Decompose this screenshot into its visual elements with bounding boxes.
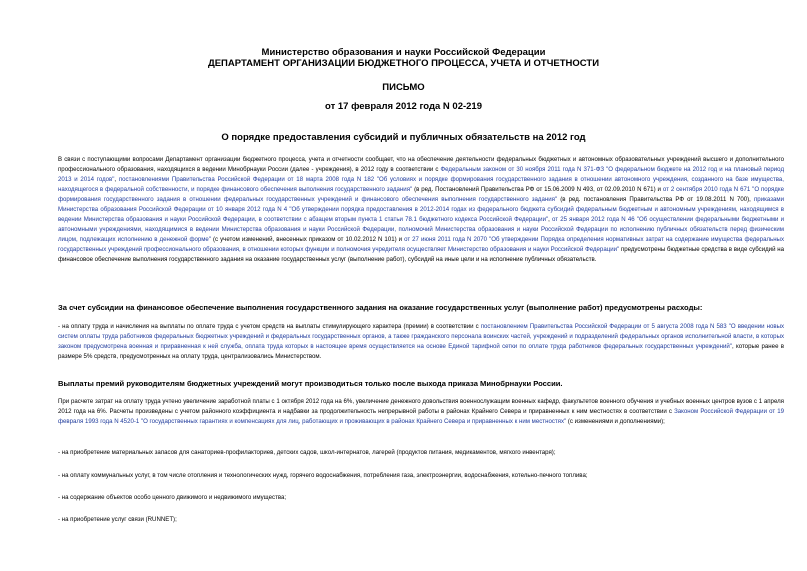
link-federal-law-371[interactable]: Федеральным законом от 30 ноября 2011 года N 371-ФЗ "О федеральном бюджете на 2012 год и на плановый период 2013 и 2014 годов" [58, 166, 784, 183]
document-type: ПИСЬМО [382, 82, 425, 93]
list-item-communications: - на приобретение услуг связи (RUNNET); [58, 516, 177, 523]
heading-subsidy-expenses: За счет субсидии на финансовое обеспечение выполнения государственного задания на оказание государственных услуг (выполнение работ) предусмотрены расходы: [58, 303, 703, 312]
document-subject: О порядке предоставления субсидий и публичных обязательств на 2012 год [221, 132, 586, 143]
list-item-utilities: - на оплату коммунальных услуг, в том числе отопления и технологических нужд, горячего водоснабжения, потребления газа, электроэнергии, водоснабжения, котельно-печного топлива; [58, 472, 588, 479]
link-resolution-182[interactable]: постановлениями Правительства Российской Федерации от 18 марта 2008 года N 182 "Об условиях и порядке формирования государственного задания в отношении автономного учреждения, созданного на базе имущества, находящегося в федеральной собственности, и порядке финансового обеспечения выполнения государственного задания" [58, 176, 784, 193]
ministry-title: Министерство образования и науки Российской Федерации [261, 47, 546, 58]
paragraph-calculation: При расчете затрат на оплату труда учтено увеличение заработной платы с 1 октября 2012 года на 6%, увеличение денежного довольствия военнослужащим военных кафедр, факультетов военного обучения и учебных военных центров вузов с 1 апреля 2012 года на 6%. Расчеты произведены с учетом районного коэффициента и надбавки за продолжительность непрерывной работы в районах Крайнего Севера и приравненных к ним местностях в соответствии с Законом Российской Федерации от 19 февраля 1993 года N 4520-1 "О государственных гарантиях и компенсациях для лиц, работающих и проживающих в районах Крайнего Севера и приравненных к ним местностях" (с изменениями и дополнениями); [58, 398, 785, 425]
link-order-2070[interactable]: от 27 июня 2011 года N 2070 "Об утверждении Порядка определения нормативных затрат на содержание имущества федеральных государственных учреждений профессионального образования, в отношении которых функции и полномочия учредителя осуществляет Министерство образования и науки Российской Федерации" [58, 236, 784, 253]
link-order-46[interactable]: от 25 января 2012 года N 46 "Об осуществлении федеральными бюджетными и автономными учреждениями, находящимися в ведении Министерства образования и науки Российской Федерации, полномочий Министерства образования и науки Российской Федерации по исполнению публичных обязательств перед физическим лицом, подлежащих исполнению в денежной форме" [58, 216, 784, 243]
link-order-4[interactable]: приказами Министерства образования Российской Федерации от 10 января 2012 года N 4 "Об утверждении порядка предоставления в 2012-2014 годах из федерального бюджета субсидий федеральным бюджетным и автономным учреждениям, находящимся в ведении Министерства образования и науки Российской Федерации, в соответствии с абзацем вторым пункта 1 статьи 78.1 бюджетного кодекса Российской Федерации" [58, 196, 784, 223]
link-resolution-583[interactable]: постановлением Правительства Российской Федерации от 5 августа 2008 года N 583 "О введении новых систем оплаты труда работников федеральных бюджетных учреждений и федеральных государственных органов, а также гражданского персонала воинских частей, учреждений и подразделений федеральных органов исполнительной власти, в которых законом предусмотрена военная и приравненная к ней служба, оплата труда которых в настоящее время осуществляется на основе Единой тарифной сетки по оплате труда работников федеральных государственных учреждений" [58, 323, 784, 350]
paragraph-intro: В связи с поступающими вопросами Департамент организации бюджетного процесса, учета и отчетности сообщает, что на обеспечение деятельности федеральных бюджетных и автономных образовательных учреждений высшего и дополнительного профессионального образования, находящихся в ведении Минобрнауки России (далее - учреждения), в 2012 году в соответствии с Федеральным законом от 30 ноября 2011 года N 371-ФЗ "О федеральном бюджете на 2012 год и на плановый период 2013 и 2014 годов", постановлениями Правительства Российской Федерации от 18 марта 2008 года N 182 "Об условиях и порядке формирования государственного задания в отношении автономного учреждения, созданного на базе имущества, находящегося в федеральной собственности, и порядке финансового обеспечения выполнения государственного задания" (в ред. Постановлений Правительства РФ от 15.06.2009 N 493, от 02.09.2010 N 671) и от 2 сентября 2010 года N 671 "О порядке формирования государственного задания в отношении федеральных государственных учреждений и финансового обеспечения выполнения государственного задания" (в ред. постановления Правительства РФ от 19.08.2011 N 700), приказами Министерства образования Российской Федерации от 10 января 2012 года N 4 "Об утверждении порядка предоставления в 2012-2014 годах из федерального бюджета субсидий федеральным бюджетным и автономным учреждениям, находящимся в ведении Министерства образования и науки Российской Федерации, в соответствии с абзацем вторым пункта 1 статьи 78.1 бюджетного кодекса Российской Федерации", от 25 января 2012 года N 46 "Об осуществлении федеральными бюджетными и автономными учреждениями, находящимися в ведении Министерства образования и науки Российской Федерации, полномочий Министерства образования и науки Российской Федерации по исполнению публичных обязательств перед физическим лицом, подлежащих исполнению в денежной форме" (с учетом изменений, внесенных приказом от 10.02.2012 N 101) и от 27 июня 2011 года N 2070 "Об утверждении Порядка определения нормативных затрат на содержание имущества федеральных государственных учреждений профессионального образования, в отношении которых функции и полномочия учредителя осуществляет Министерство образования и науки Российской Федерации" предусмотрены бюджетные средства в виде субсидий на финансовое обеспечение выполнения государственного задания на оказание государственных услуг (выполнение работ), субсидий на иные цели и на исполнение публичных обязательств. [58, 156, 784, 263]
paragraph-wages: - на оплату труда и начисления на выплаты по оплате труда с учетом средств на выплаты стимулирующего характера (премии) в соответствии с постановлением Правительства Российской Федерации от 5 августа 2008 года N 583 "О введении новых систем оплаты труда работников федеральных бюджетных учреждений и федеральных государственных органов, а также гражданского персонала воинских частей, учреждений и подразделений федеральных органов исполнительной власти, в которых законом предусмотрена военная и приравненная к ней служба, оплата труда которых в настоящее время осуществляется на основе Единой тарифной сетки по оплате труда работников федеральных государственных учреждений", которые ранее в размере 5% средств, предусмотренных на оплату труда, централизовались Министерством. [58, 323, 784, 360]
document-date-number: от 17 февраля 2012 года N 02-219 [325, 101, 482, 112]
link-resolution-671[interactable]: от 2 сентября 2010 года N 671 "О порядке формирования государственного задания в отношении федеральных государственных учреждений и финансового обеспечения выполнения государственного задания" [58, 186, 784, 203]
heading-bonus-payments: Выплаты премий руководителям бюджетных учреждений могут производиться только после выхода приказа Минобрнауки России. [58, 379, 563, 388]
list-item-materials: - на приобретение материальных запасов для санаториев-профилакториев, детских садов, школ-интернатов, лагерей (продуктов питания, медикаментов, мягкого инвентаря); [58, 449, 556, 456]
link-law-4520-1[interactable]: Законом Российской Федерации от 19 февраля 1993 года N 4520-1 "О государственных гарантиях и компенсациях для лиц, работающих и проживающих в районах Крайнего Севера и приравненных к ним местностях" [58, 408, 785, 425]
list-item-property-maintenance: - на содержание объектов особо ценного движимого и недвижимого имущества; [58, 494, 287, 501]
department-title: ДЕПАРТАМЕНТ ОРГАНИЗАЦИИ БЮДЖЕТНОГО ПРОЦЕССА, УЧЕТА И ОТЧЕТНОСТИ [207, 58, 600, 69]
